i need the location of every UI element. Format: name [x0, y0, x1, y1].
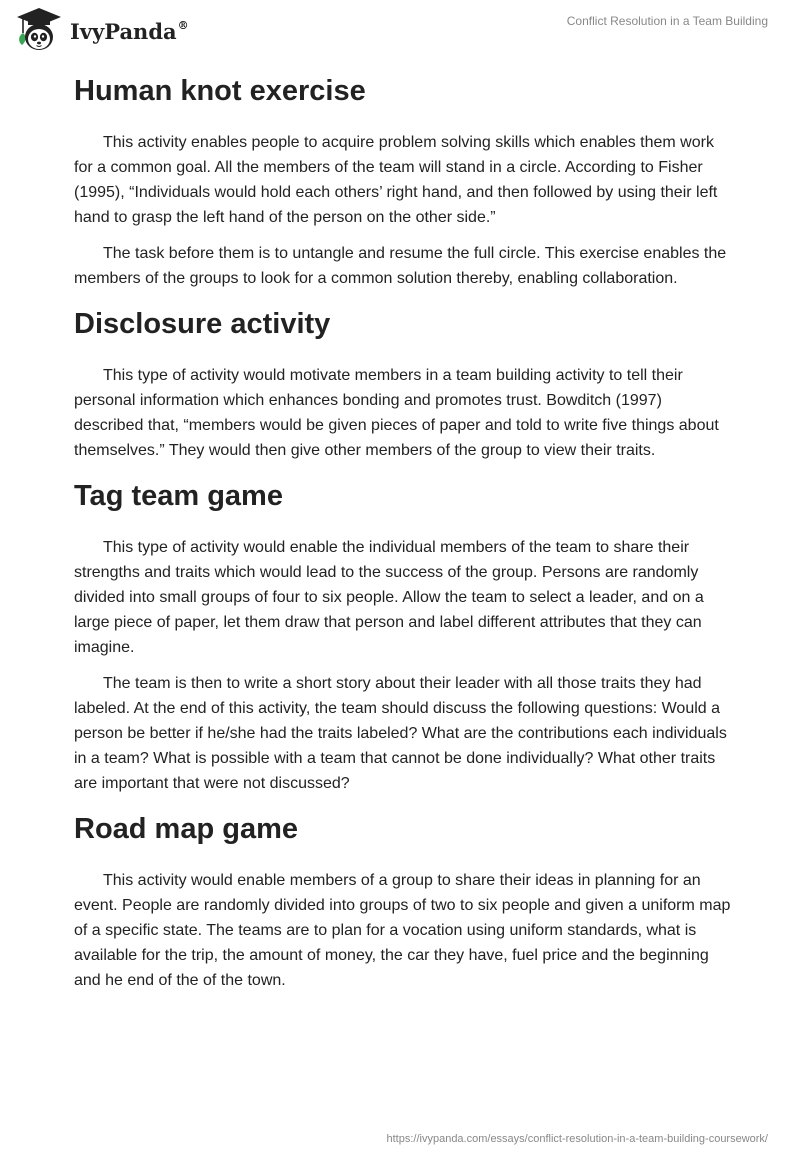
section-human-knot	[74, 72, 734, 291]
panda-graduate-icon	[14, 6, 64, 54]
source-url[interactable]: https://ivypanda.com/essays/conflict-resolution-in-a-team-building-coursework/	[386, 1133, 768, 1145]
paragraph: This activity would enable members of a group to share their ideas in planning for an event. People are randomly divided into groups of two to six people and given a uniform map of a specific state. The teams are to plan for a vocation using uniform standards, what is available for the trip, the amount of money, the car they have, fuel price and the beginning and he end of the of the town.	[74, 872, 731, 989]
registered-mark: ®	[177, 18, 189, 32]
section-tag-team	[74, 477, 734, 796]
paragraph: This type of activity would enable the individual members of the team to share their strengths and traits which would lead to the success of the group. Persons are randomly divided into small groups of four to six people. Allow the team to select a leader, and on a large piece of paper, let them draw that person and label different attributes that they can imagine.	[74, 539, 704, 656]
document-title: Conflict Resolution in a Team Building	[566, 14, 768, 28]
section-heading: Road map game	[74, 813, 298, 845]
paragraph: The team is then to write a short story about their leader with all those traits they had labeled. At the end of this activity, the team should discuss the following questions: Would a person be better if he/she had the traits labeled? What are the contributions each individuals in a team? What is possible with a team that cannot be done individually? What other traits are important that were not discussed?	[74, 675, 727, 792]
section-heading: Tag team game	[74, 480, 283, 512]
brand-name: IvyPanda®	[70, 18, 189, 44]
ivypanda-logo[interactable]	[14, 6, 189, 54]
essay-body	[74, 72, 734, 1004]
section-road-map	[74, 810, 734, 993]
section-heading: Disclosure activity	[74, 308, 331, 340]
section-heading: Human knot exercise	[74, 75, 366, 107]
section-disclosure	[74, 305, 734, 463]
paragraph: This type of activity would motivate members in a team building activity to tell their personal information which enhances bonding and promotes trust. Bowditch (1997) described that, “members would be given pieces of paper and told to write five things about themselves.” They would then give other members of the group to view their traits.	[74, 367, 719, 459]
paragraph: This activity enables people to acquire problem solving skills which enables them work for a common goal. All the members of the team will stand in a circle. According to Fisher (1995), “Individuals would hold each others’ right hand, and then followed by using their left hand to grasp the left hand of the person on the other side.”	[74, 134, 718, 226]
page-header	[0, 0, 800, 60]
paragraph: The task before them is to untangle and resume the full circle. This exercise enables the members of the groups to look for a common solution thereby, enabling collaboration.	[74, 245, 727, 287]
